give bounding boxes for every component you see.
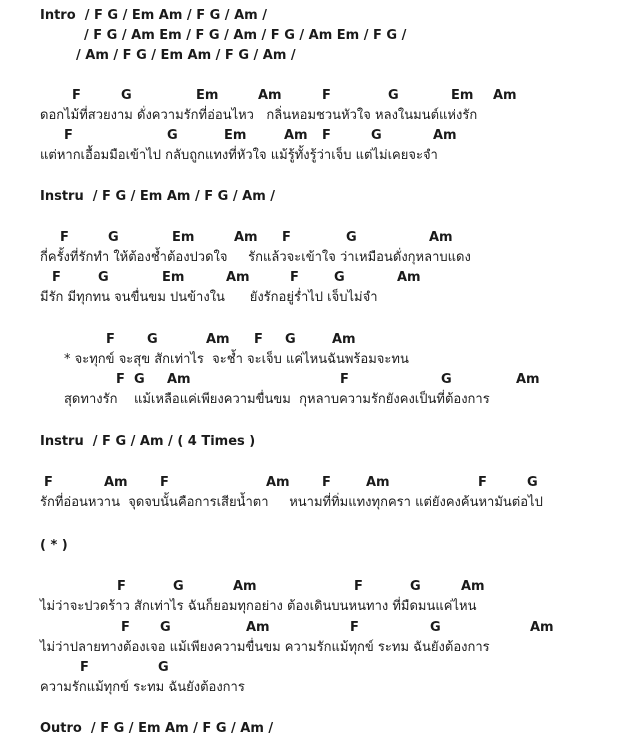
chord: G	[134, 372, 145, 387]
chord: F	[160, 475, 169, 490]
chord: G	[430, 620, 441, 635]
chord: G	[121, 88, 132, 103]
chord: Em	[196, 88, 219, 103]
chord: Am	[246, 620, 270, 635]
chord: Am	[530, 620, 554, 635]
lyric-line: รักที่อ่อนหวาน จุดจบนั้นคือการเสียน้ำตา หนามที่ทิ่มแทงทุกครา แต่ยังคงค้นหามันต่อไป	[40, 495, 543, 510]
chord: Am	[429, 230, 453, 245]
instru-line: Instru / F G / Em Am / F G / Am /	[40, 189, 276, 204]
intro-line-2: / F G / Am Em / F G / Am / F G / Am Em / F G /	[84, 28, 407, 43]
chord: G	[160, 620, 171, 635]
instru-line: Instru / F G / Am / ( 4 Times )	[40, 434, 256, 449]
outro-line: Outro / F G / Em Am / F G / Am /	[40, 721, 274, 736]
lyric-line: สุดทางรัก แม้เหลือแค่เพียงความขื่นขม กุหลาบความรักยังคงเป็นที่ต้องการ	[64, 392, 490, 407]
lyric-line: ไม่ว่าปลายทางต้องเจอ แม้เพียงความขื่นขม ความรักแม้ทุกข์ ระทม ฉันยังต้องการ	[40, 640, 490, 655]
chord: Em	[224, 128, 247, 143]
chord: G	[167, 128, 178, 143]
repeat-marker: ( * )	[40, 538, 68, 553]
chord: Am	[461, 579, 485, 594]
chord: Am	[366, 475, 390, 490]
chord: Em	[172, 230, 195, 245]
chord: Am	[104, 475, 128, 490]
chord: F	[354, 579, 363, 594]
chord: G	[371, 128, 382, 143]
chord: Am	[266, 475, 290, 490]
lyric-line: ดอกไม้ที่สวยงาม ดั่งความรักที่อ่อนไหว กลิ่นหอมชวนหัวใจ หลงในมนต์แห่งรัก	[40, 108, 478, 123]
chord: F	[52, 270, 61, 285]
chord: Am	[226, 270, 250, 285]
chord: F	[64, 128, 73, 143]
chord: Em	[162, 270, 185, 285]
intro-line-1: Intro / F G / Em Am / F G / Am /	[40, 8, 267, 23]
chord: Am	[233, 579, 257, 594]
chord: F	[340, 372, 349, 387]
chord: F	[117, 579, 126, 594]
chord: Am	[167, 372, 191, 387]
chord: Am	[493, 88, 517, 103]
chord: G	[108, 230, 119, 245]
chord: F	[322, 475, 331, 490]
chord: F	[80, 660, 89, 675]
chord: F	[60, 230, 69, 245]
lyric-line: กี่ครั้งที่รักทำ ให้ต้องช้ำต้องปวดใจ รักแล้วจะเข้าใจ ว่าเหมือนดั่งกุหลาบแดง	[40, 250, 471, 265]
chord: G	[346, 230, 357, 245]
chord: G	[441, 372, 452, 387]
chord: F	[44, 475, 53, 490]
chord: F	[322, 88, 331, 103]
chord: F	[106, 332, 115, 347]
chord: G	[527, 475, 538, 490]
chord: F	[254, 332, 263, 347]
lyric-line: แต่หากเอื้อมมือเข้าไป กลับถูกแทงที่หัวใจ แม้รู้ทั้งรู้ว่าเจ็บ แต่ไม่เคยจะจำ	[40, 148, 438, 163]
chord: G	[285, 332, 296, 347]
chord: F	[282, 230, 291, 245]
chord: F	[116, 372, 125, 387]
chord: G	[98, 270, 109, 285]
lyric-line: มีรัก มีทุกทน จนขื่นขม ปนข้างใน ยังรักอยู่ร่ำไป เจ็บไม่จำ	[40, 290, 378, 305]
chord: F	[350, 620, 359, 635]
chord: F	[322, 128, 331, 143]
chord: Am	[284, 128, 308, 143]
chord: G	[147, 332, 158, 347]
chord: Am	[258, 88, 282, 103]
chord: G	[388, 88, 399, 103]
chord: Am	[206, 332, 230, 347]
chord: Am	[332, 332, 356, 347]
chord: Am	[516, 372, 540, 387]
lyric-line: ความรักแม้ทุกข์ ระทม ฉันยังต้องการ	[40, 680, 245, 695]
intro-line-3: / Am / F G / Em Am / F G / Am /	[76, 48, 296, 63]
chord: G	[158, 660, 169, 675]
chord: Am	[234, 230, 258, 245]
chord: F	[478, 475, 487, 490]
chord: F	[72, 88, 81, 103]
chord: Em	[451, 88, 474, 103]
chord: G	[334, 270, 345, 285]
chord: Am	[397, 270, 421, 285]
chord: F	[121, 620, 130, 635]
lyric-line: * จะทุกข์ จะสุข สักเท่าไร จะช้ำ จะเจ็บ แค่ไหนฉันพร้อมจะทน	[64, 352, 409, 367]
chord: F	[290, 270, 299, 285]
lyric-line: ไม่ว่าจะปวดร้าว สักเท่าไร ฉันก็ยอมทุกอย่าง ต้องเดินบนหนทาง ที่มืดมนแค่ไหน	[40, 599, 477, 614]
chord: Am	[433, 128, 457, 143]
chord: G	[410, 579, 421, 594]
chord: G	[173, 579, 184, 594]
